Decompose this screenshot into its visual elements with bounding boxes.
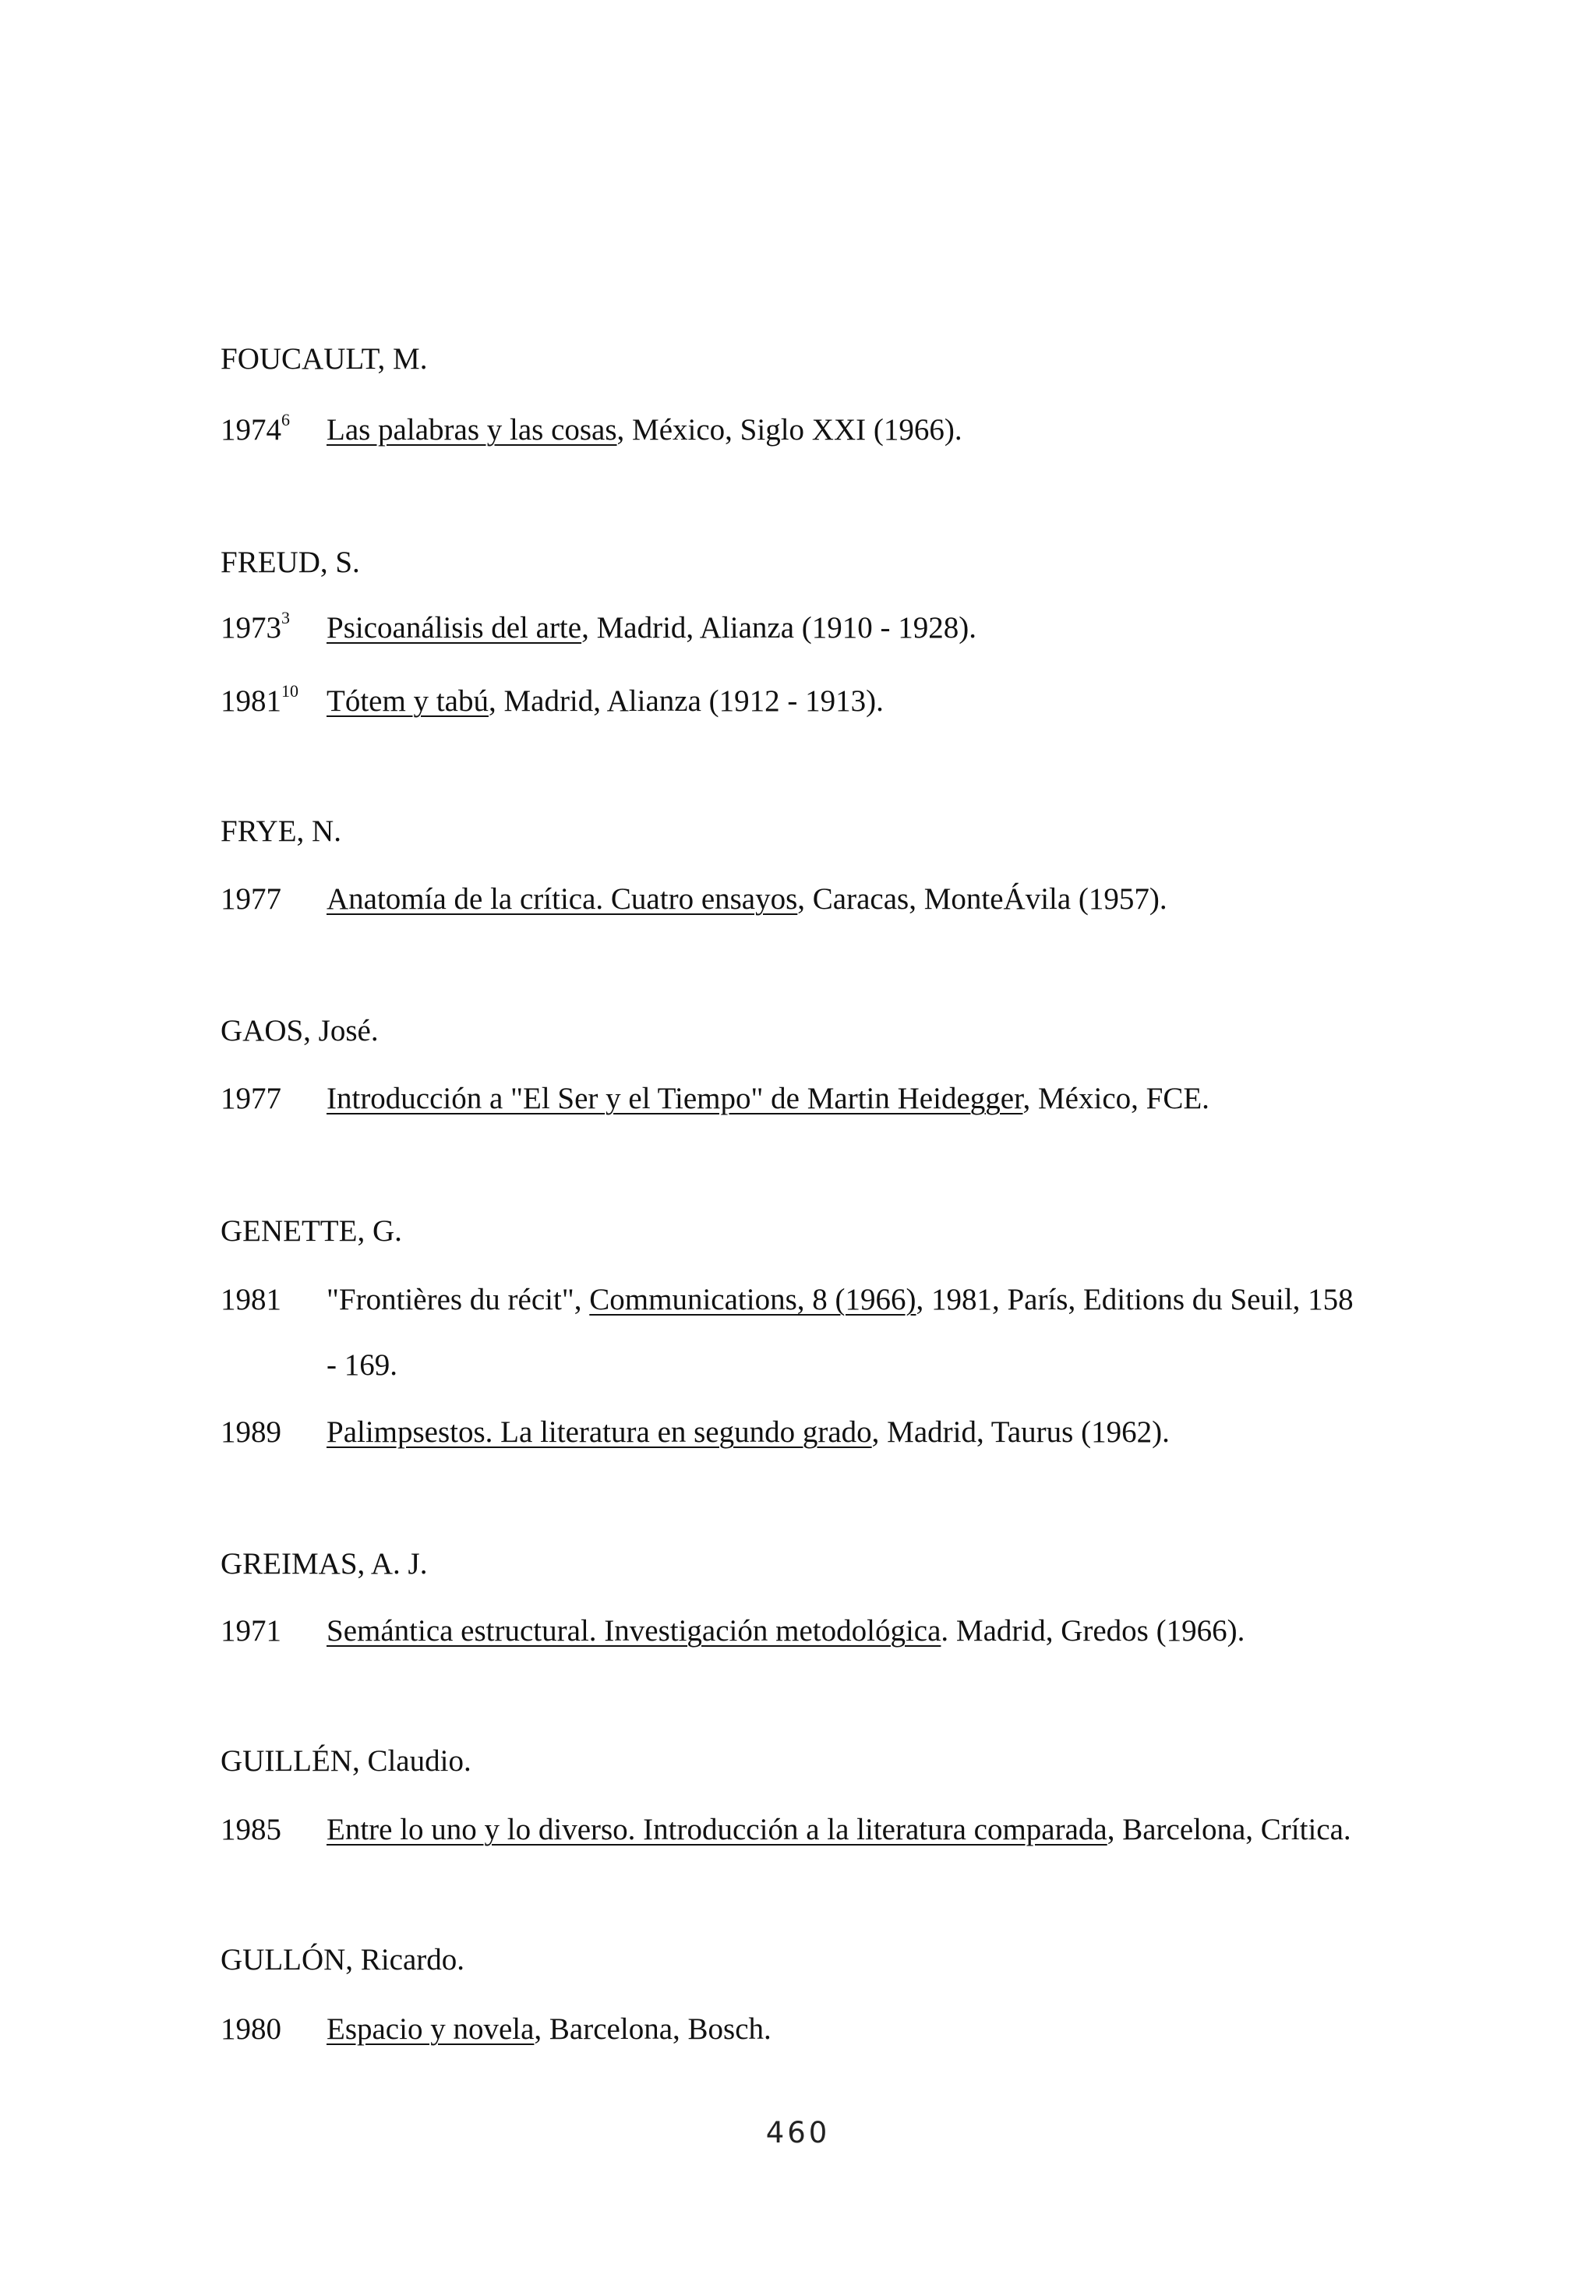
author-heading: GAOS, José. (221, 1014, 379, 1047)
author-heading: GUILLÉN, Claudio. (221, 1744, 471, 1778)
entry-details: , México, FCE. (1022, 1082, 1209, 1115)
entry-title: Psicoanálisis del arte (327, 611, 582, 645)
entry-title: Communications, 8 (1966) (589, 1283, 916, 1316)
bibliography-entry (221, 681, 884, 718)
entry-year: 1971 (221, 1614, 281, 1648)
bibliography-entry (221, 608, 976, 645)
author-heading: GULLÓN, Ricardo. (221, 1943, 465, 1976)
entry-year: 1973$^3$ (221, 608, 290, 645)
entry-details: , Barcelona, Bosch. (534, 2012, 772, 2046)
entry-continuation: - 169. (327, 1348, 397, 1382)
bibliography-entry (221, 410, 962, 447)
author-heading: FREUD, S. (221, 546, 360, 579)
entry-details: , Madrid, Alianza (1912 - 1913). (488, 684, 884, 718)
entry-title: Las palabras y las cosas (327, 413, 617, 447)
entry-title: Anatomía de la crítica. Cuatro ensayos (327, 882, 798, 916)
entry-title: Semántica estructural. Investigación metodológica (327, 1614, 941, 1648)
bibliography-entry (221, 1083, 1209, 1114)
bibliography-entry (221, 1284, 1354, 1315)
entry-details: , 1981, París, Editions du Seuil, 158 (916, 1283, 1354, 1316)
entry-details: , Barcelona, Crítica. (1107, 1813, 1351, 1846)
entry-title: Tótem y tabú (327, 684, 489, 718)
entry-year: 1980 (221, 2012, 281, 2046)
entry-year: 1974$^6$ (221, 410, 290, 447)
author-heading: FOUCAULT, M. (221, 342, 428, 376)
entry-title: Espacio y novela (327, 2012, 535, 2046)
entry-year: 1981$^{10}$ (221, 681, 298, 718)
author-heading: GREIMAS, A. J. (221, 1547, 428, 1581)
entry-details: . Madrid, Gredos (1966). (941, 1614, 1245, 1648)
entry-year: 1985 (221, 1813, 281, 1846)
bibliography-entry (221, 1417, 1170, 1447)
author-heading: GENETTE, G. (221, 1214, 402, 1248)
bibliography-entry (221, 884, 1167, 914)
page-number: 460 (765, 2116, 831, 2149)
entry-year: 1981 (221, 1283, 281, 1316)
entry-title: Introducción a "El Ser y el Tiempo" de Martin Heidegger (327, 1082, 1023, 1115)
edition-number: 10 (281, 681, 298, 701)
entry-title: Palimpsestos. La literatura en segundo grado (327, 1415, 872, 1449)
entry-article-title: "Frontières du récit", (327, 1283, 590, 1316)
edition-number: 6 (281, 410, 290, 429)
entry-details: , Madrid, Alianza (1910 - 1928). (581, 611, 976, 645)
author-heading: FRYE, N. (221, 814, 341, 848)
entry-details: , Madrid, Taurus (1962). (871, 1415, 1170, 1449)
entry-year: 1977 (221, 1082, 281, 1115)
bibliography-entry (221, 1616, 1245, 1646)
entry-title: Entre lo uno y lo diverso. Introducción a la literatura comparada (327, 1813, 1107, 1846)
entry-year: 1977 (221, 882, 281, 916)
entry-details: , México, Siglo XXI (1966). (616, 413, 962, 447)
edition-number: 3 (281, 608, 290, 627)
bibliography-entry (221, 1814, 1351, 1845)
entry-details: , Caracas, MonteÁvila (1957). (797, 882, 1167, 916)
bibliography-entry (221, 2014, 772, 2044)
entry-year: 1989 (221, 1415, 281, 1449)
